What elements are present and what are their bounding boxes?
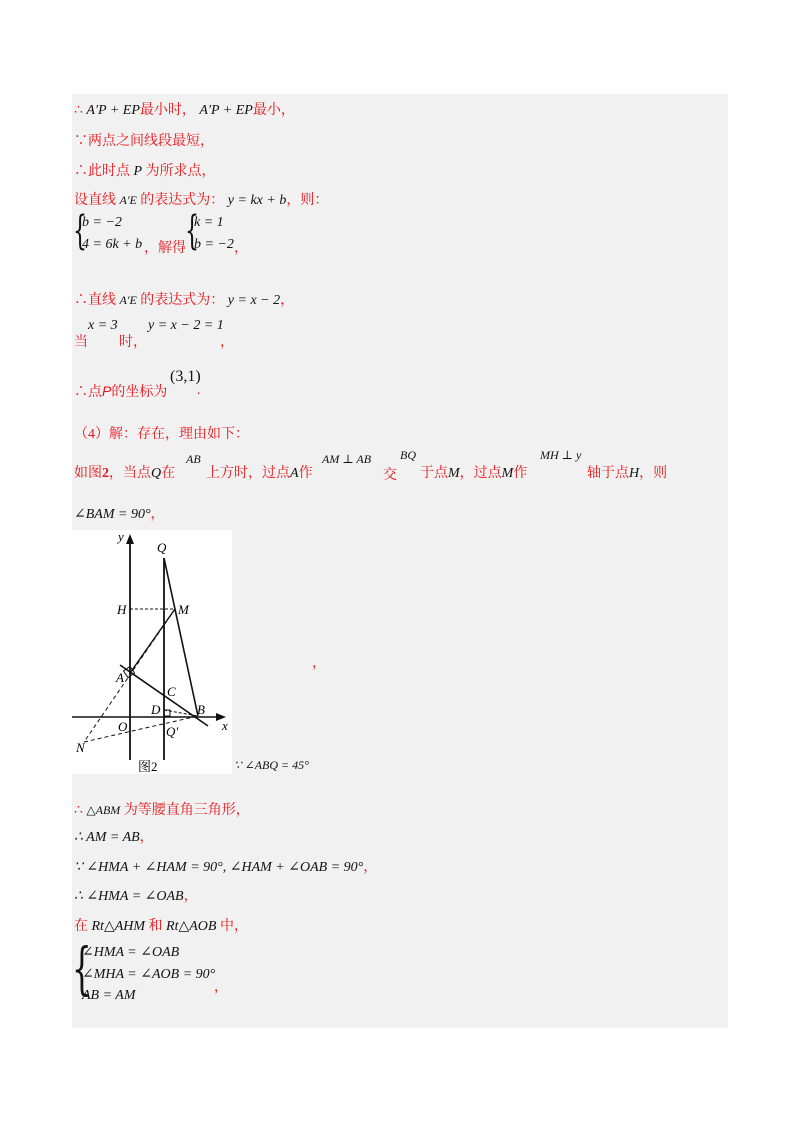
text: 设直线 [74, 193, 116, 208]
comma: ， [234, 241, 248, 256]
text: 的表达式为： [140, 193, 225, 208]
expr-linear: y = x − 2 [227, 293, 281, 308]
therefore-symbol: ∴ [74, 803, 83, 818]
text: 为所求点， [145, 164, 216, 179]
line-name: A′E [119, 293, 137, 307]
figure-caption: 图2 [138, 759, 158, 774]
perpendicular-expr: AM ⊥ AB [322, 452, 372, 466]
segment-ab: AB [186, 452, 201, 466]
line-name: A′E [119, 193, 137, 207]
because-angle-expr: ∵ ∠ABQ = 45° [234, 758, 309, 772]
comma: ， [183, 889, 198, 904]
text: ∴点P的坐标为 [74, 383, 168, 400]
text: 如图2，当点Q在 [74, 466, 176, 481]
comma: ， [280, 293, 295, 308]
label-y: y [118, 530, 124, 544]
comma: ， [363, 860, 378, 875]
text: 最小时， [139, 103, 196, 118]
line-12 [74, 826, 154, 846]
sol1: k = 1 [194, 215, 224, 230]
expr-apep-1: A′P + EP [86, 103, 140, 118]
text: 为等腰直角三角形， [123, 803, 250, 818]
triangle-ahm: Rt△AHM [91, 919, 146, 934]
line-4 [74, 189, 328, 209]
eq1: b = −2 [82, 215, 122, 230]
brace: { [73, 208, 87, 254]
text: 最小， [252, 103, 295, 118]
part-heading: （4）解：存在，理由如下： [74, 427, 249, 442]
equal-expr: ∴ AM = AB [74, 830, 140, 845]
label-b: B [197, 702, 205, 717]
therefore-symbol: ∴ [74, 103, 83, 118]
comma: ， [139, 830, 154, 845]
line-13 [74, 856, 377, 876]
when-text: 当 [74, 335, 88, 350]
y-axis-arrow-icon [126, 534, 134, 544]
point-p: P [133, 164, 143, 179]
text: 直线 [88, 293, 116, 308]
text: 交 [383, 468, 397, 483]
therefore-symbol: ∴ [74, 164, 88, 179]
angle-sum-expr: ∵ ∠HMA + ∠HAM = 90°, ∠HAM + ∠OAB = 90° [74, 860, 364, 875]
angle-expr: ∠BAM = 90° [74, 507, 151, 522]
comma: ， [312, 656, 326, 671]
label-d: D [151, 702, 161, 717]
when-text: 时， [119, 335, 147, 350]
line-10 [74, 503, 165, 523]
eq1: ∠HMA = ∠OAB [82, 945, 180, 960]
line-15 [74, 915, 248, 935]
label-c: C [167, 684, 176, 699]
text: ，则： [286, 193, 329, 208]
comma: ， [220, 335, 234, 350]
segment-am [130, 609, 175, 673]
eq2: ∠MHA = ∠AOB = 90° [82, 967, 216, 982]
text: 于点M，过点M作 [420, 466, 528, 481]
text: 此时点 [88, 164, 130, 179]
triangle-abm: △ABM [86, 803, 121, 817]
label-q-prime: Q′ [166, 724, 179, 739]
solve-text: ，解得 [144, 241, 186, 256]
label-o: O [118, 719, 128, 734]
figure-2 [72, 530, 232, 774]
line-11 [74, 799, 250, 819]
expr-linear: y = kx + b [227, 193, 287, 208]
comma: ， [150, 507, 165, 522]
angle-equal-expr: ∴ ∠HMA = ∠OAB [74, 889, 184, 904]
label-a: A [116, 670, 124, 685]
because-symbol: ∵ [74, 134, 88, 149]
line-14 [74, 885, 198, 905]
line-5 [74, 289, 294, 309]
label-x: x [222, 718, 228, 733]
line-1 [74, 99, 295, 119]
text: 上方时，过点A作 [206, 466, 313, 481]
text: 和 [148, 919, 163, 934]
geometry-diagram [72, 530, 232, 774]
segment-bq: BQ [400, 448, 416, 462]
text: 中， [219, 919, 248, 934]
comma: ， [214, 980, 228, 995]
triangle-aob: Rt△AOB [166, 919, 217, 934]
label-n: N [76, 740, 85, 755]
period: . [197, 383, 201, 398]
therefore-symbol: ∴ [74, 293, 88, 308]
expr-value: y = x − 2 = 1 [148, 318, 224, 333]
condition: x = 3 [88, 318, 118, 333]
text: 轴于点H，则 [587, 466, 668, 481]
segment-nb [84, 716, 198, 742]
label-m: M [178, 602, 189, 617]
line-3 [74, 160, 216, 180]
perpendicular-expr: MH ⊥ y [540, 448, 582, 462]
text: 在 [74, 919, 88, 934]
brace: { [72, 937, 92, 1002]
coordinate: (3,1) [170, 368, 201, 385]
text: 两点之间线段最短， [88, 134, 214, 149]
sol2: b = −2 [194, 237, 234, 252]
label-q: Q [157, 540, 167, 555]
eq2: 4 = 6k + b [82, 237, 143, 252]
line-8 [74, 423, 249, 443]
text: 的表达式为： [140, 293, 225, 308]
line-2 [74, 130, 214, 150]
expr-apep-2: A′P + EP [199, 103, 253, 118]
label-h: H [117, 602, 127, 617]
eq3: AB = AM [82, 988, 136, 1003]
brace: { [185, 208, 199, 254]
